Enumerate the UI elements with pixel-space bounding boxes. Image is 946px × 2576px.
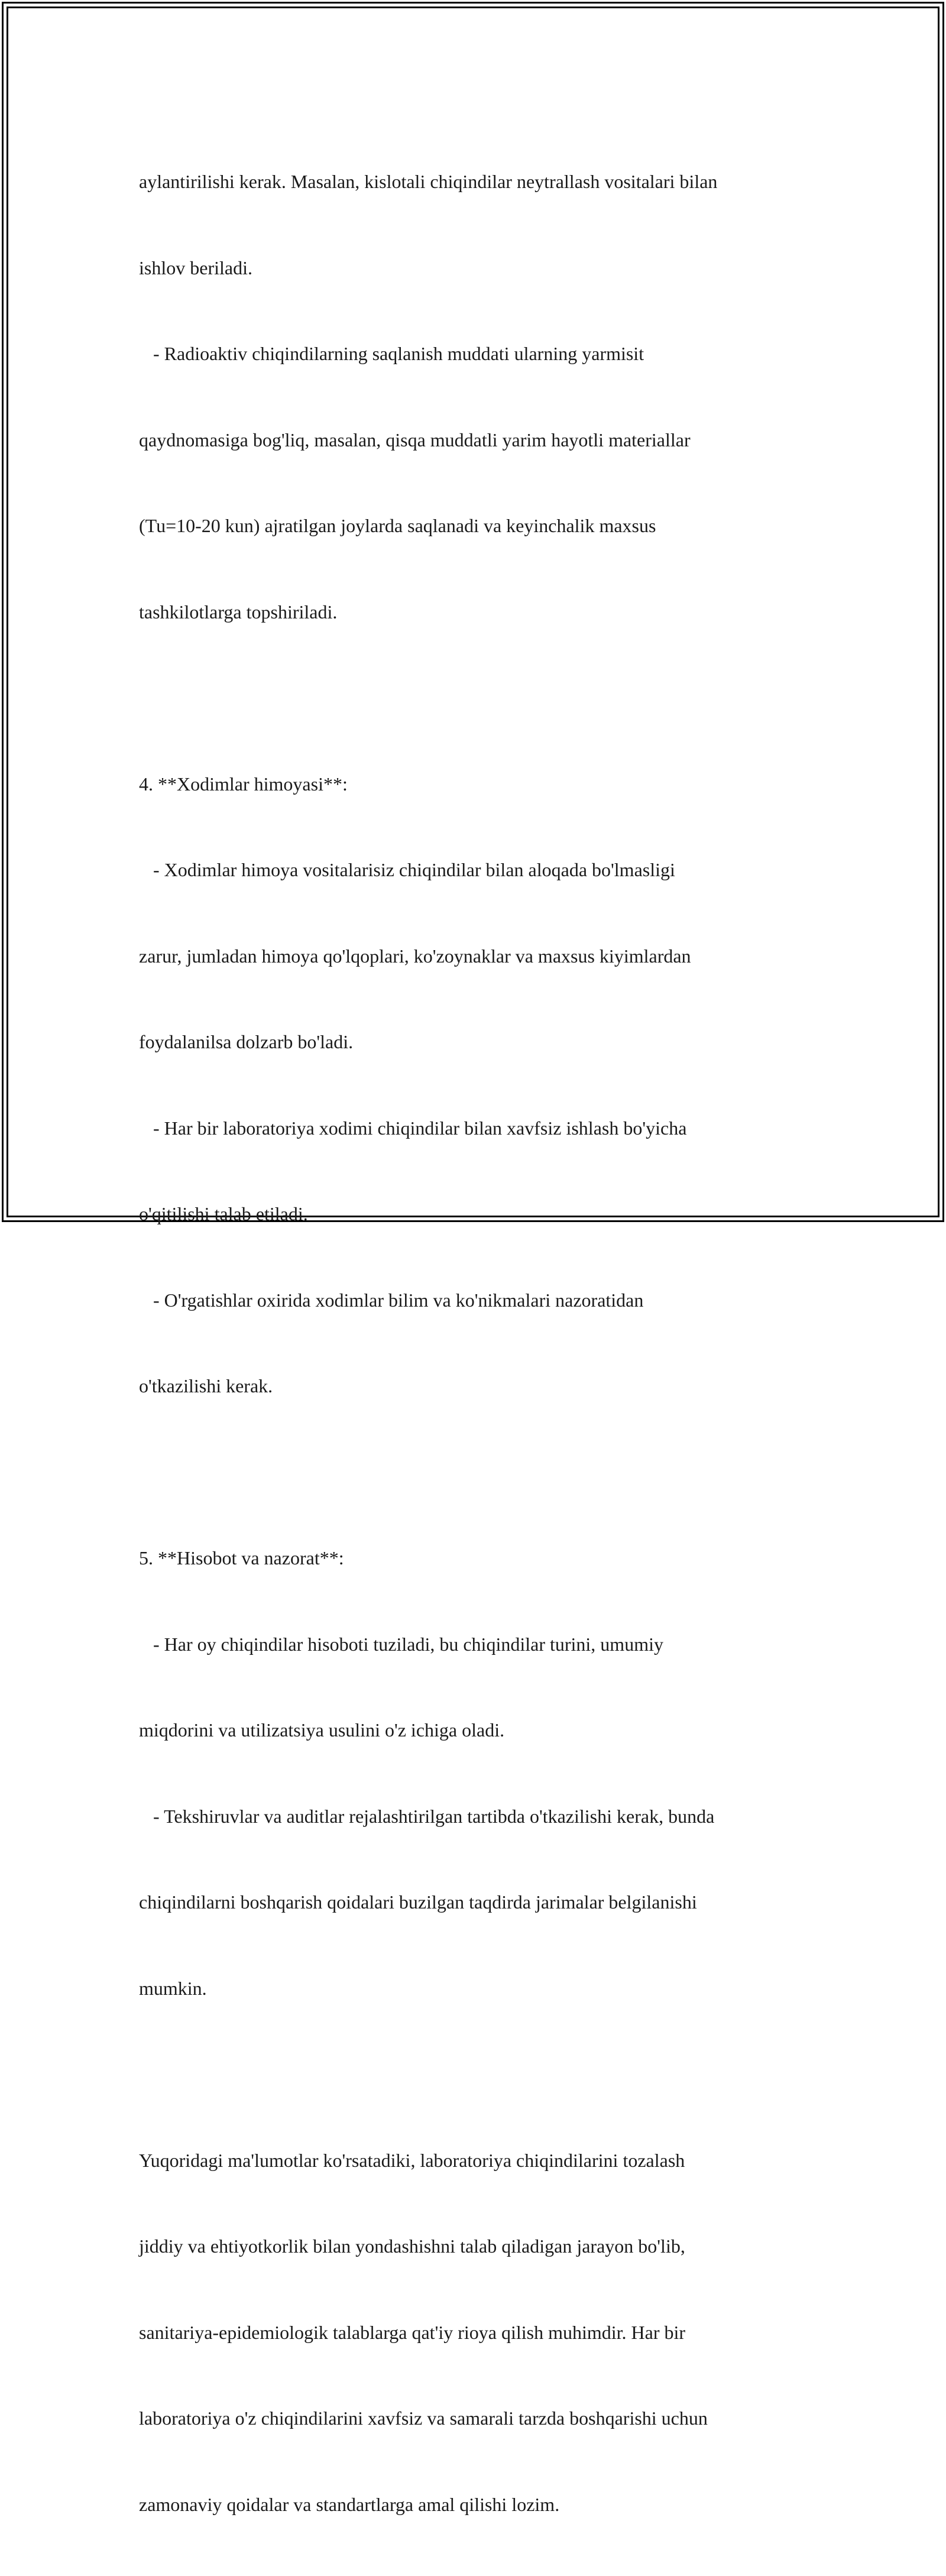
text-line: tashkilotlarga topshiriladi.	[139, 598, 825, 627]
text-line: - Radioaktiv chiqindilarning saqlanish muddati ularning yarmisit	[139, 339, 825, 368]
text-line: foydalanilsa dolzarb bo'ladi.	[139, 1028, 825, 1057]
text-line: qaydnomasiga bog'liq, masalan, qisqa muddatli yarim hayotli materiallar	[139, 426, 825, 455]
paragraph-conclusion	[139, 2089, 825, 2576]
text-line: zamonaviy qoidalar va standartlarga amal qilishi lozim.	[139, 2490, 825, 2519]
text-line: chiqindilarni boshqarish qoidalari buzilgan taqdirda jarimalar belgilanishi	[139, 1888, 825, 1917]
paragraph-gap	[139, 683, 825, 712]
document-body	[139, 110, 825, 2576]
text-line: laboratoriya o'z chiqindilarini xavfsiz va samarali tarzda boshqarishi uchun	[139, 2404, 825, 2433]
text-line: - Xodimlar himoya vositalarisiz chiqindilar bilan aloqada bo'lmasligi	[139, 856, 825, 884]
text-line: o'tkazilishi kerak.	[139, 1372, 825, 1401]
text-line: zarur, jumladan himoya qo'lqoplari, ko'zoynaklar va maxsus kiyimlardan	[139, 942, 825, 971]
text-line: jiddiy va ehtiyotkorlik bilan yondashishni talab qiladigan jarayon bo'lib,	[139, 2232, 825, 2261]
text-line: - Har bir laboratoriya xodimi chiqindilar bilan xavfsiz ishlash bo'yicha	[139, 1114, 825, 1143]
text-line: - Tekshiruvlar va auditlar rejalashtirilgan tartibda o'tkazilishi kerak, bunda	[139, 1802, 825, 1831]
text-line: o'qitilishi talab etiladi.	[139, 1200, 825, 1229]
section-reporting-control	[139, 1486, 825, 2060]
text-line: miqdorini va utilizatsiya usulini o'z ichiga oladi.	[139, 1716, 825, 1745]
paragraph-gap	[139, 2060, 825, 2089]
text-line: Yuqoridagi ma'lumotlar ko'rsatadiki, laboratoriya chiqindilarini tozalash	[139, 2146, 825, 2175]
text-line: aylantirilishi kerak. Masalan, kislotali chiqindilar neytrallash vositalari bilan	[139, 167, 825, 196]
text-line: - O'rgatishlar oxirida xodimlar bilim va ko'nikmalari nazoratidan	[139, 1286, 825, 1315]
text-line: sanitariya-epidemiologik talablarga qat'iy rioya qilish muhimdir. Har bir	[139, 2318, 825, 2347]
text-line: - Har oy chiqindilar hisoboti tuziladi, bu chiqindilar turini, umumiy	[139, 1630, 825, 1659]
text-line: mumkin.	[139, 1974, 825, 2003]
section-staff-protection	[139, 712, 825, 1458]
section-heading: 5. **Hisobot va nazorat**:	[139, 1544, 825, 1573]
section-heading: 4. **Xodimlar himoyasi**:	[139, 770, 825, 799]
paragraph-gap	[139, 1458, 825, 1487]
text-line: (Tu=10-20 kun) ajratilgan joylarda saqlanadi va keyinchalik maxsus	[139, 511, 825, 540]
text-line: ishlov beriladi.	[139, 254, 825, 283]
paragraph-waste-storage	[139, 110, 825, 683]
